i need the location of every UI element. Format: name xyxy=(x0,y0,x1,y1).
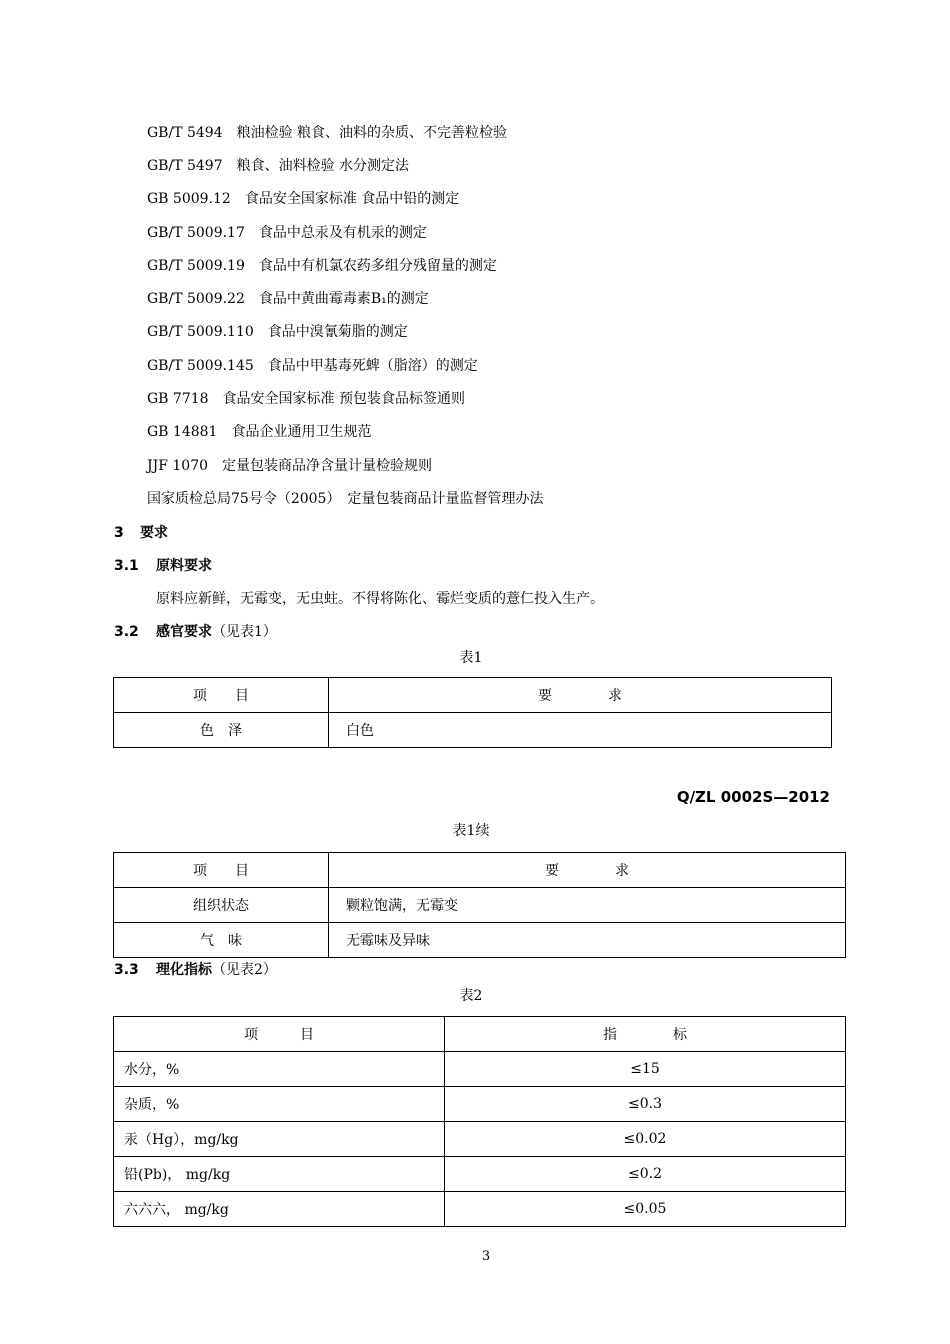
reference-item: GB/T 5497 粮食、油料检验 水分测定法 xyxy=(147,158,410,174)
table-row xyxy=(114,923,846,958)
section-title: 要求 xyxy=(140,525,168,541)
table-row xyxy=(114,713,832,748)
table-cell: 杂质，% xyxy=(114,1087,445,1122)
table-header-cell: 项 目 xyxy=(114,678,329,713)
table-header-cell: 项 目 xyxy=(114,853,329,888)
table-caption: 表2 xyxy=(459,988,483,1004)
table-cell: 汞（Hg），mg/kg xyxy=(114,1122,445,1157)
section-number: 3 xyxy=(114,525,124,541)
reference-item: GB 14881 食品企业通用卫生规范 xyxy=(147,424,372,440)
table-cell: 色 泽 xyxy=(114,713,329,748)
table-row xyxy=(114,1087,846,1122)
section-number: 3.2 xyxy=(114,624,139,640)
table-caption: 表1续 xyxy=(452,823,490,839)
table-row xyxy=(114,1157,846,1192)
table-caption: 表1 xyxy=(459,650,483,666)
table-row xyxy=(114,888,846,923)
section-number: 3.3 xyxy=(114,962,139,978)
table-cell: 组织状态 xyxy=(114,888,329,923)
table-cell: ≤0.3 xyxy=(445,1087,846,1122)
reference-item: 国家质检总局75号令（2005） 定量包装商品计量监督管理办法 xyxy=(147,491,544,507)
section-heading-3-3 xyxy=(114,960,277,980)
table-header-row xyxy=(114,1017,846,1052)
reference-item: JJF 1070 定量包装商品净含量计量检验规则 xyxy=(147,458,433,474)
reference-item: GB/T 5009.22 食品中黄曲霉毒素B₁的测定 xyxy=(147,291,429,307)
raw-material-paragraph: 原料应新鲜，无霉变，无虫蛀。不得将陈化、霉烂变质的薏仁投入生产。 xyxy=(156,591,604,607)
table-physicochemical xyxy=(113,1016,846,1227)
section-title: 理化指标 xyxy=(156,962,212,978)
section-heading-3 xyxy=(114,523,168,543)
section-note: （见表1） xyxy=(212,624,277,640)
table-cell: 颗粒饱满，无霉变 xyxy=(329,888,846,923)
section-heading-3-1 xyxy=(114,556,212,576)
section-note: （见表2） xyxy=(212,962,277,978)
table-cell: 六六六， mg/kg xyxy=(114,1192,445,1227)
table-header-cell: 要 求 xyxy=(329,853,846,888)
table-sensory-continued xyxy=(113,852,846,958)
reference-item: GB/T 5009.110 食品中溴氰菊脂的测定 xyxy=(147,324,408,340)
table-cell: ≤0.02 xyxy=(445,1122,846,1157)
standard-id: Q/ZL 0002S—2012 xyxy=(676,788,830,806)
table-cell: ≤0.2 xyxy=(445,1157,846,1192)
table-cell: ≤15 xyxy=(445,1052,846,1087)
table-header-cell: 要 求 xyxy=(329,678,832,713)
table-row xyxy=(114,1122,846,1157)
table-cell: 铅(Pb)， mg/kg xyxy=(114,1157,445,1192)
table-header-row xyxy=(114,853,846,888)
table-cell: 气 味 xyxy=(114,923,329,958)
reference-item: GB/T 5009.19 食品中有机氯农药多组分残留量的测定 xyxy=(147,258,497,274)
reference-item: GB 5009.12 食品安全国家标准 食品中铅的测定 xyxy=(147,191,460,207)
table-cell: 无霉味及异味 xyxy=(329,923,846,958)
reference-item: GB/T 5494 粮油检验 粮食、油料的杂质、不完善粒检验 xyxy=(147,125,508,141)
table-row xyxy=(114,1052,846,1087)
page-number: 3 xyxy=(481,1249,491,1264)
section-title: 原料要求 xyxy=(156,558,212,574)
section-heading-3-2 xyxy=(114,622,277,642)
table-sensory xyxy=(113,677,832,748)
section-number: 3.1 xyxy=(114,558,139,574)
table-cell: 白色 xyxy=(329,713,832,748)
table-row xyxy=(114,1192,846,1227)
table-header-cell: 项 目 xyxy=(114,1017,445,1052)
reference-item: GB 7718 食品安全国家标准 预包装食品标签通则 xyxy=(147,391,465,407)
table-header-cell: 指 标 xyxy=(445,1017,846,1052)
reference-item: GB/T 5009.145 食品中甲基毒死蜱（脂溶）的测定 xyxy=(147,358,478,374)
section-title: 感官要求 xyxy=(156,624,212,640)
table-cell: 水分，% xyxy=(114,1052,445,1087)
table-header-row xyxy=(114,678,832,713)
table-cell: ≤0.05 xyxy=(445,1192,846,1227)
reference-item: GB/T 5009.17 食品中总汞及有机汞的测定 xyxy=(147,225,427,241)
